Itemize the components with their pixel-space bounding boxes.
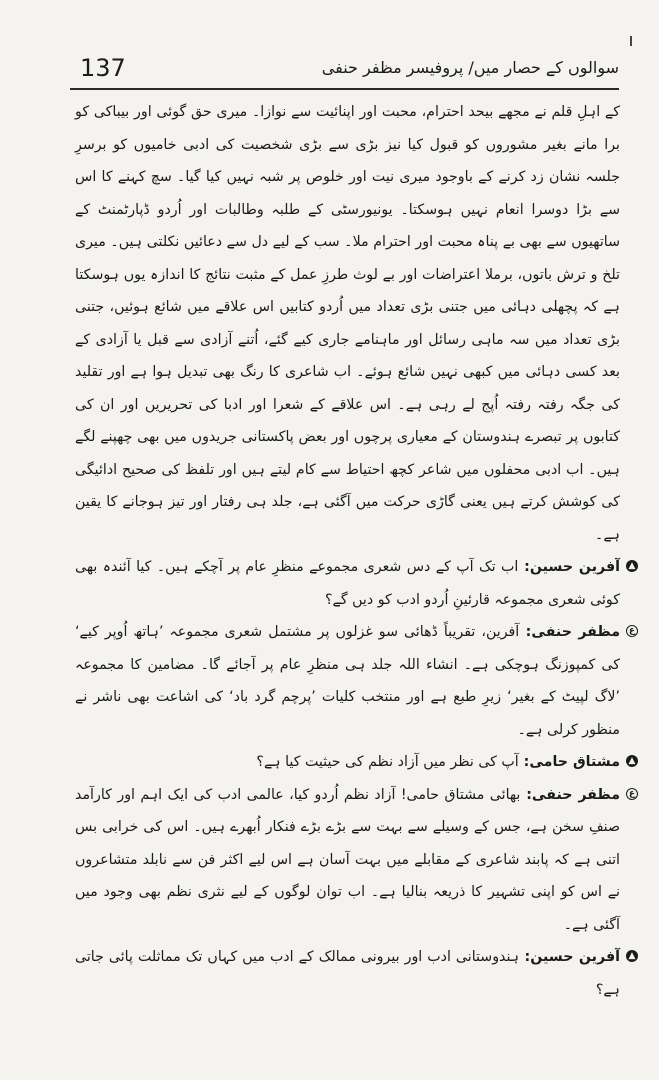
- answer-bullet-icon: ع: [626, 788, 638, 800]
- qa-item-4: [75, 779, 636, 942]
- qa-text: ہندوستانی ادب اور بیرونی ممالک کے ادب میں کہاں تک مماثلت پائی جاتی ہے؟: [75, 949, 620, 998]
- speaker-name: مظفر حنفی:: [519, 624, 620, 640]
- page-number: 137: [80, 54, 126, 82]
- answer-bullet-icon: ع: [626, 625, 638, 637]
- running-header: [80, 54, 619, 88]
- qa-item-1: [75, 551, 636, 616]
- qa-text: آپ کی نظر میں آزاد نظم کی حیثیت کیا ہے؟: [256, 754, 519, 770]
- qa-text: اب تک آپ کے دس شعری مجموعے منظرِ عام پر آچکے ہیں۔ کیا آئندہ بھی کوئی شعری مجموعہ قارئینِ اُردو ادب کو دیں گے؟: [75, 559, 620, 608]
- corner-mark: [630, 36, 636, 46]
- question-bullet-icon: ▲: [626, 560, 638, 572]
- header-rule: [70, 88, 619, 90]
- speaker-name: مظفر حنفی:: [520, 786, 621, 803]
- question-bullet-icon: ▲: [626, 950, 638, 962]
- speaker-name: آفرین حسین:: [518, 559, 620, 575]
- speaker-name: آفرین حسین:: [519, 949, 620, 965]
- qa-item-2: [75, 616, 636, 746]
- speaker-name: مشتاق حامی:: [518, 754, 620, 770]
- question-bullet-icon: ▲: [626, 755, 638, 767]
- qa-text: بھائی مشتاق حامی! آزاد نظم اُردو کیا، عالمی ادب کی ایک اہم اور کارآمد صنفِ سخن ہے، جس کے وسیلے سے بہت سے بڑے بڑے فنکار اُبھرے ہیں۔ اس کی خرابی بس اتنی ہے کہ پابند شاعری کے مقابلے میں بہت آسان ہے اس لیے اکثر فن سے نابلد متشاعروں نے اس کو اپنی تشہیر کا ذریعہ بنالیا ہے۔ اب توان لوگوں کے لیے نثری نظم بھی وجود میں آگئی ہے۔: [75, 786, 620, 933]
- page-body: [75, 96, 636, 1006]
- running-header-title: سوالوں کے حصار میں/ پروفیسر مظفر حنفی: [321, 58, 619, 77]
- qa-item-5: [75, 941, 636, 1006]
- qa-item-3: [75, 746, 636, 779]
- qa-text: آفرین، تقریباً ڈھائی سو غزلوں پر مشتمل شعری مجموعہ ’ہاتھ اُوپر کیے‘ کی کمپوزنگ ہوچکی ہے۔ انشاء اللہ جلد ہی منظرِ عام پر آجائے گا۔ مضامین کا مجموعہ ’لاگ لپیٹ کے بغیر‘ زیرِ طبع ہے اور منتخب کلیات ’پرچم گرد باد‘ کی اشاعت بھی ناشر نے منظور کرلی ہے۔: [75, 624, 620, 738]
- intro-paragraph: کے اہلِ قلم نے مجھے بیحد احترام، محبت اور اپنائیت سے نوازا۔ میری حق گوئی اور بیباکی کو برا مانے بغیر مشوروں کو قبول کیا نیز بڑی سے بڑی شخصیت کی ادبی خامیوں کو برسرِ جلسہ نشان زد کرنے کے باوجود میری نیت اور خلوص پر شبہ نہیں کیا گیا۔ سچ کہنے کا اس سے بڑا دوسرا انعام نہیں ہوسکتا۔ یونیورسٹی کے طلبہ وطالبات اور اُردو ڈپارٹمنٹ کے ساتھیوں سے بھی بے پناہ محبت اور احترام ملا۔ سب کے لیے دل سے دعائیں نکلتی ہیں۔ میری تلخ و ترش باتوں، برملا اعتراضات اور بے لوث طرزِ عمل کے مثبت نتائج کا اندازہ یوں ہوسکتا ہے کہ پچھلی دہائی میں جتنی بڑی تعداد میں اُردو کتابیں اس علاقے میں شائع ہوئیں، جتنی بڑی تعداد میں سہ ماہی رسائل اور ماہنامے جاری کیے گئے، اُتنے آزادی سے قبل یا آزادی کے بعد کسی دہائی میں کبھی نہیں شائع ہوئے۔ اب شاعری کا رنگ بھی تبدیل ہوا ہے اور تقلید کی جگہ رفتہ رفتہ اُپج لے رہی ہے۔ اس علاقے کے شعرا اور ادبا کی تحریریں اور ان کی کتابوں پر تبصرے ہندوستان کے معیاری پرچوں اور بعض پاکستانی جریدوں میں بھی چھپنے لگے ہیں۔ اب ادبی محفلوں میں شاعر کچھ احتیاط سے کام لیتے ہیں اور تلفظ کی صحیح ادائیگی کی کوشش کرتے ہیں یعنی گاڑی حرکت میں آگئی ہے، جلد ہی رفتار اور تیز ہوجانے کا یقین ہے۔: [75, 104, 620, 543]
